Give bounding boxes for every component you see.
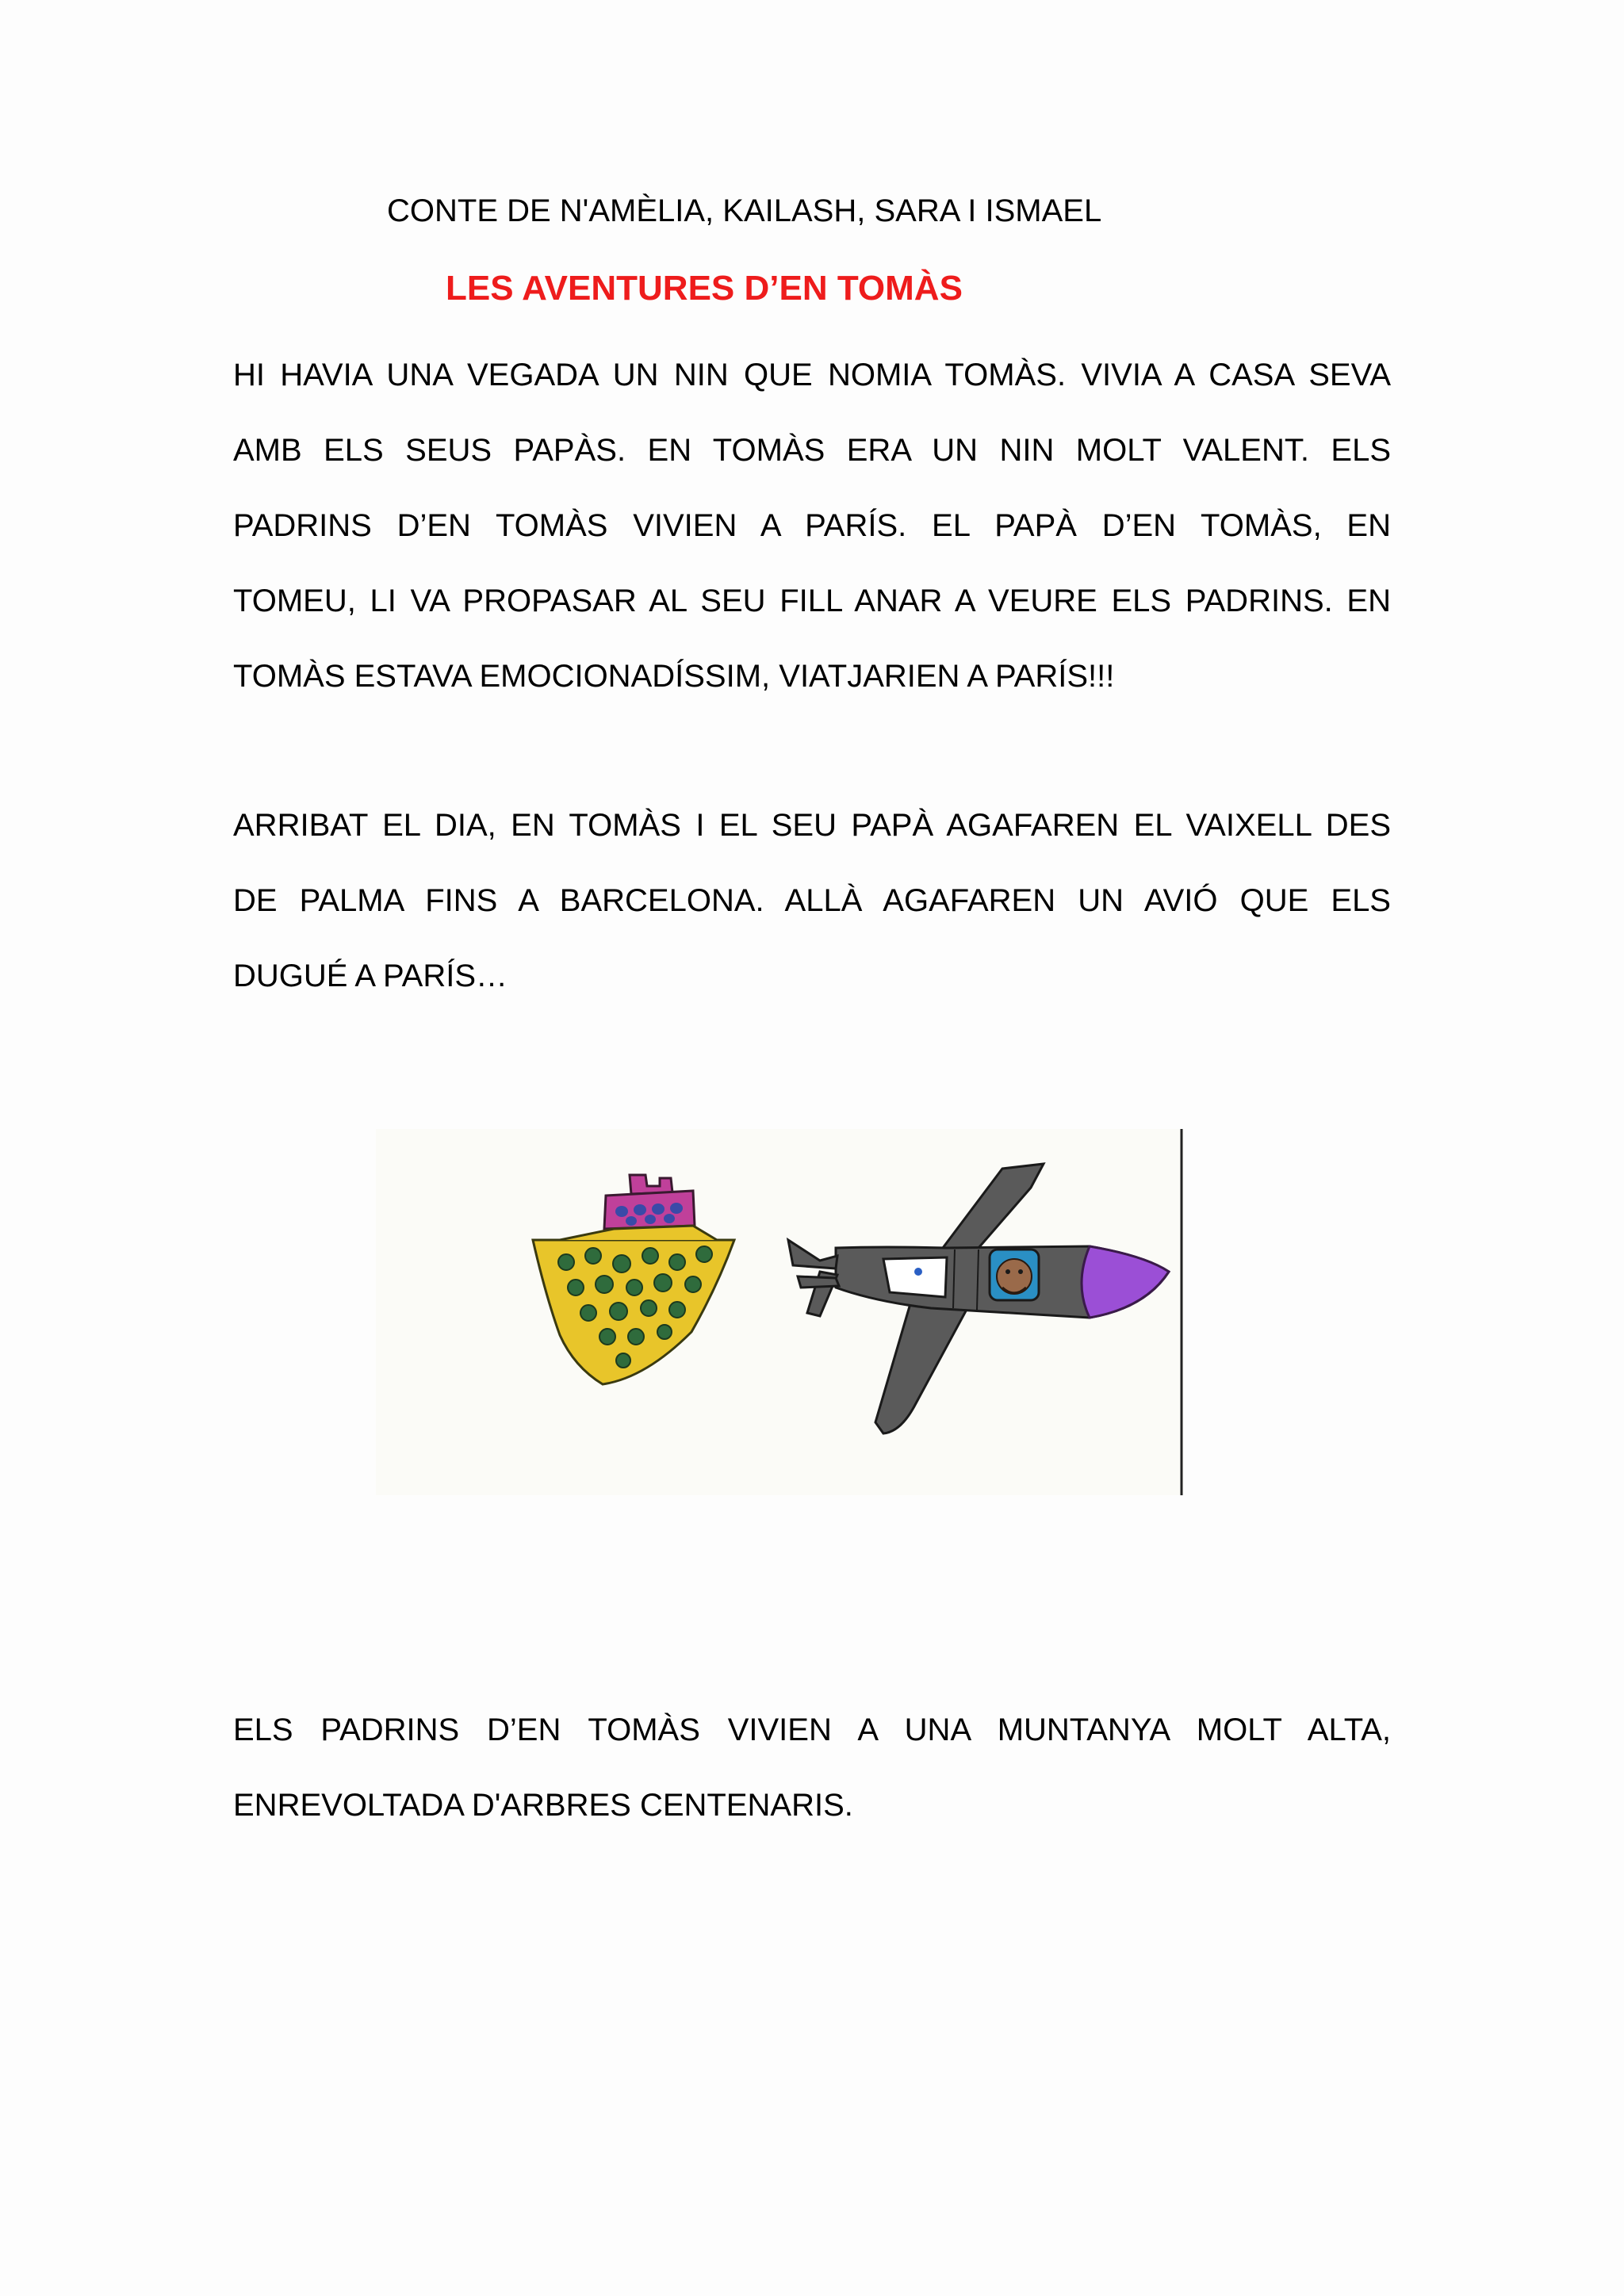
paragraph-line: ARRIBAT EL DIA, EN TOMÀS I EL SEU PAPÀ AGAFAREN EL VAIXELL DES <box>233 808 1391 843</box>
story-paragraph-3 <box>233 1693 1391 1843</box>
paragraph-line: DE PALMA FINS A BARCELONA. ALLÀ AGAFAREN UN AVIÓ QUE ELS <box>233 883 1391 918</box>
paragraph-line: PADRINS D’EN TOMÀS VIVIEN A PARÍS. EL PAPÀ D’EN TOMÀS, EN <box>233 508 1391 543</box>
airplane-drawing <box>788 1164 1169 1433</box>
story-paragraph-1 <box>233 338 1391 714</box>
paragraph-line: DUGUÉ A PARÍS… <box>233 959 508 993</box>
ship-drawing <box>533 1175 734 1384</box>
paragraph-line: ENREVOLTADA D'ARBRES CENTENARIS. <box>233 1788 853 1823</box>
paragraph-line: AMB ELS SEUS PAPÀS. EN TOMÀS ERA UN NIN MOLT VALENT. ELS <box>233 433 1391 468</box>
story-authors: CONTE DE N'AMÈLIA, KAILASH, SARA I ISMAEL <box>387 193 1102 228</box>
story-title: LES AVENTURES D’EN TOMÀS <box>446 269 963 308</box>
paragraph-line: HI HAVIA UNA VEGADA UN NIN QUE NOMIA TOMÀS. VIVIA A CASA SEVA <box>233 358 1391 392</box>
childrens-drawing <box>376 1129 1183 1495</box>
paragraph-line: ELS PADRINS D’EN TOMÀS VIVIEN A UNA MUNTANYA MOLT ALTA, <box>233 1712 1391 1747</box>
paragraph-line: TOMEU, LI VA PROPASAR AL SEU FILL ANAR A VEURE ELS PADRINS. EN <box>233 584 1391 618</box>
story-paragraph-2 <box>233 788 1391 1014</box>
paragraph-line: TOMÀS ESTAVA EMOCIONADÍSSIM, VIATJARIEN A PARÍS!!! <box>233 659 1115 694</box>
